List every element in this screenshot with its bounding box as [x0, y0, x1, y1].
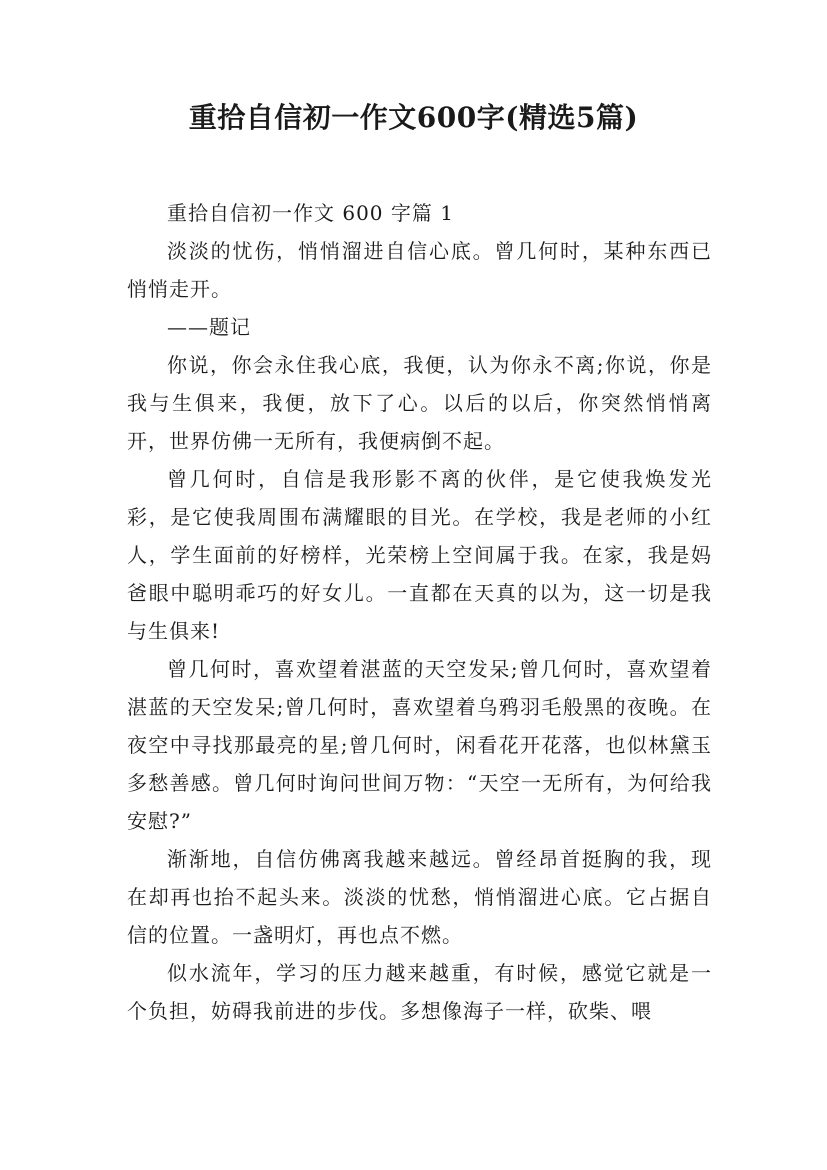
- paragraph-intro: 淡淡的忧伤，悄悄溜进自信心底。曾几何时，某种东西已悄悄走开。: [127, 239, 712, 301]
- document-body: [127, 194, 712, 1030]
- epigraph-attribution: ——题记: [167, 315, 251, 339]
- paragraph-confidence-companion: 曾几何时，自信是我形影不离的伙伴，是它使我焕发光彩，是它使我周围布满耀眼的目光。在学校，我是老师的小红人，学生面前的好榜样，光荣榜上空间属于我。在家，我是妈爸眼中聪明乖巧的好女儿。一直都在天真的以为，这一切是我与生俱来!: [127, 467, 712, 643]
- paragraph-sky-gazing: 曾几何时，喜欢望着湛蓝的天空发呆;曾几何时，喜欢望着湛蓝的天空发呆;曾几何时，喜欢望着乌鸦羽毛般黑的夜晚。在夜空中寻找那最亮的星;曾几何时，闲看花开花落，也似林黛玉多愁善感。曾几何时询问世间万物：“天空一无所有，为何给我安慰?”: [127, 657, 712, 833]
- paragraph-you-said: 你说，你会永住我心底，我便，认为你永不离;你说，你是我与生俱来，我便，放下了心。以后的以后，你突然悄悄离开，世界仿佛一无所有，我便病倒不起。: [127, 353, 712, 453]
- paragraph-study-pressure: 似水流年，学习的压力越来越重，有时候，感觉它就是一个负担，妨碍我前进的步伐。多想像海子一样，砍柴、喂: [127, 961, 712, 1023]
- paragraph-confidence-fading: 渐渐地，自信仿佛离我越来越远。曾经昂首挺胸的我，现在却再也抬不起头来。淡淡的忧愁，悄悄溜进心底。它占据自信的位置。一盏明灯，再也点不燃。: [127, 847, 712, 947]
- document-title: 重拾自信初一作文600字(精选5篇): [188, 101, 639, 134]
- section-heading: 重拾自信初一作文 600 字篇 1: [167, 201, 454, 225]
